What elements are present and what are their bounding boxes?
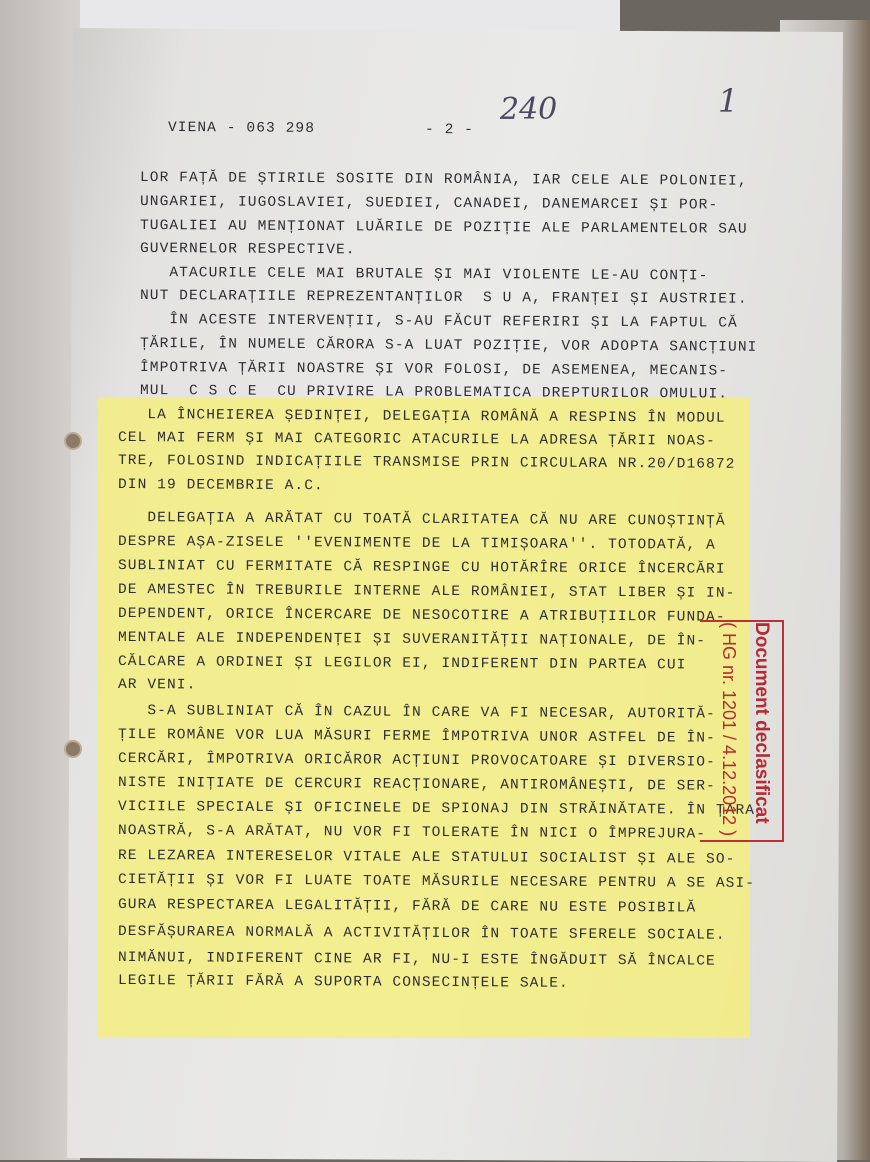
handwritten-number: 240 [500,92,558,127]
text-line: DESPRE AȘA-ZISELE ''EVENIMENTE DE LA TIMIȘOARA''. TOTODATĂ, A [117,534,716,554]
text-line: DESFĂȘURAREA NORMALĂ A ACTIVITĂȚILOR ÎN TOATE SFERELE SOCIALE. [117,924,726,944]
text-line: NUT DECLARAȚIILE REPREZENTANȚILOR S U A, FRANȚEI ȘI AUSTRIEI. [139,288,748,308]
text-line: NISTE INIȚIATE DE CERCURI REACȚIONARE, ANTIROMÂNEȘTI, DE SER- [117,775,716,795]
text-line: ȚĂRILE, ÎN NUMELE CĂRORA S-A LUAT POZIȚIE, VOR ADOPTA SANCȚIUNI [139,336,758,356]
text-line: RE LEZAREA INTERESELOR VITALE ALE STATULUI SOCIALIST ȘI ALE SO- [117,848,736,868]
text-line: DELEGAȚIA A ARĂTAT CU TOATĂ CLARITATEA CĂ NU ARE CUNOȘTINȚĂ [117,510,726,530]
text-line: GUVERNELOR RESPECTIVE. [139,241,356,259]
text-line: ÎMPOTRIVA ȚĂRII NOASTRE ȘI VOR FOLOSI, DE ASEMENEA, MECANIS- [139,360,729,380]
text-line: S-A SUBLINIAT CĂ ÎN CAZUL ÎN CARE VA FI NECESAR, AUTORITĂ- [117,703,716,723]
text-line: CĂLCARE A ORDINEI ȘI LEGILOR EI, INDIFERENT DIN PARTEA CUI [117,654,687,674]
document-reference: VIENA - 063 298 [167,120,316,137]
text-line: LOR FAȚĂ DE ȘTIRILE SOSITE DIN ROMÂNIA, IAR CELE ALE POLONIEI, [139,170,748,190]
text-line: CIETĂȚII ȘI VOR FI LUATE TOATE MĂSURILE NECESARE PENTRU A SE ASI- [117,872,756,892]
handwritten-mark: 1 [718,82,739,120]
stamp-reference: ( HG nr. 1201 / 4.12.2012 ) [719,622,739,837]
stamp-title: Document declasificat [751,622,772,824]
text-line: VICIILE SPECIALE ȘI OFICINELE DE SPIONAJ DIN STRĂINĂTATE. ÎN ȚARA [117,799,756,819]
text-line: UNGARIEI, IUGOSLAVIEI, SUEDIEI, CANADEI, DANEMARCEI ȘI POR- [139,194,719,214]
text-line: SUBLINIAT CU FERMITATE CĂ RESPINGE CU HOTĂRÎRE ORICE ÎNCERCĂRI [117,558,726,578]
text-line: DE AMESTEC ÎN TREBURILE INTERNE ALE ROMÂNIEI, STAT LIBER ȘI IN- [117,582,736,602]
binder-hole [64,740,82,758]
text-line: CEL MAI FERM ȘI MAI CATEGORIC ATACURILE LA ADRESA ȚĂRII NOAS- [117,430,716,450]
text-line: DIN 19 DECEMBRIE A.C. [117,477,324,495]
text-line: ATACURILE CELE MAI BRUTALE ȘI MAI VIOLENTE LE-AU CONȚI- [139,265,709,285]
text-line: GURA RESPECTAREA LEGALITĂȚII, FĂRĂ DE CARE NU ESTE POSIBILĂ [117,897,697,917]
text-line: ȚILE ROMÂNE VOR LUA MĂSURI FERME ÎMPOTRIVA UNOR ASTFEL DE ÎN- [117,727,716,747]
text-line: TUGALIEI AU MENȚIONAT LUĂRILE DE POZIȚIE ALE PARLAMENTELOR SAU [139,218,748,238]
text-line: MENTALE ALE INDEPENDENȚEI ȘI SUVERANITĂȚII NAȚIONALE, DE ÎN- [117,630,707,650]
text-line: DEPENDENT, ORICE ÎNCERCARE DE NESOCOTIRE A ATRIBUȚIILOR FUNDA- [117,606,726,626]
text-line: NOASTRĂ, S-A ARĂTAT, NU VOR FI TOLERATE ÎN NICI O ÎMPREJURA- [117,823,707,843]
text-line: LEGILE ȚĂRII FĂRĂ A SUPORTA CONSECINȚELE SALE. [117,973,569,992]
text-line: ÎN ACESTE INTERVENȚII, S-AU FĂCUT REFERIRI ȘI LA FAPTUL CĂ [139,312,738,332]
text-line: CERCĂRI, ÎMPOTRIVA ORICĂROR ACȚIUNI PROVOCATOARE ȘI DIVERSIO- [117,751,716,771]
text-line: AR VENI. [117,677,197,694]
text-line: LA ÎNCHEIEREA ȘEDINȚEI, DELEGAȚIA ROMÂNĂ A RESPINS ÎN MODUL [117,407,726,427]
text-line: NIMĂNUI, INDIFERENT CINE AR FI, NU-I ESTE ÎNGĂDUIT SĂ ÎNCALCE [117,950,716,970]
text-line: MUL C S C E CU PRIVIRE LA PROBLEMATICA DREPTURILOR OMULUI. [139,383,729,403]
page-number: - 2 - [424,122,475,139]
binder-hole [64,432,82,450]
text-line: TRE, FOLOSIND INDICAȚIILE TRANSMISE PRIN CIRCULARA NR.20/D16872 [117,453,736,473]
